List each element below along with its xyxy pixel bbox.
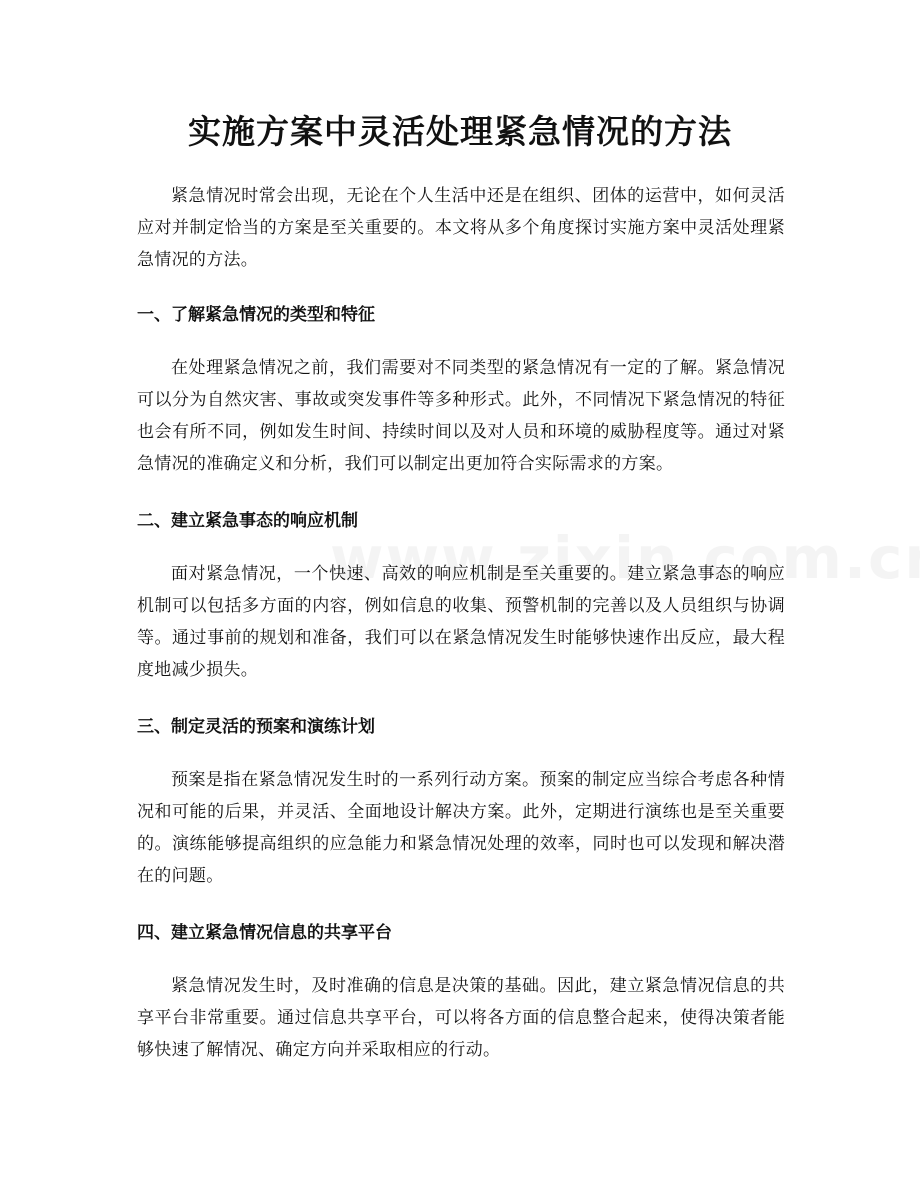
page-title: 实施方案中灵活处理紧急情况的方法 [188,112,732,151]
section-body-2: 面对紧急情况，一个快速、高效的响应机制是至关重要的。建立紧急事态的响应机制可以包括多方面的内容，例如信息的收集、预警机制的完善以及人员组织与协调等。通过事前的规划和准备，我们可以在紧急情况发生时能够快速作出反应，最大程度地减少损失。 [137,564,785,680]
section-body-3: 预案是指在紧急情况发生时的一系列行动方案。预案的制定应当综合考虑各种情况和可能的后果，并灵活、全面地设计解决方案。此外，定期进行演练也是至关重要的。演练能够提高组织的应急能力和紧急情况处理的效率，同时也可以发现和解决潜在的问题。 [137,770,785,886]
section-heading-4: 四、建立紧急情况信息的共享平台 [137,923,392,943]
document-body [137,180,785,1066]
section-heading-1: 一、了解紧急情况的类型和特征 [137,305,375,325]
section-body-1: 在处理紧急情况之前，我们需要对不同类型的紧急情况有一定的了解。紧急情况可以分为自然灾害、事故或突发事件等多种形式。此外，不同情况下紧急情况的特征也会有所不同，例如发生时间、持续时间以及对人员和环境的威胁程度等。通过对紧急情况的准确定义和分析，我们可以制定出更加符合实际需求的方案。 [137,358,785,474]
section-body-4: 紧急情况发生时，及时准确的信息是决策的基础。因此，建立紧急情况信息的共享平台非常重要。通过信息共享平台，可以将各方面的信息整合起来，使得决策者能够快速了解情况、确定方向并采取相应的行动。 [137,976,785,1060]
section-heading-2: 二、建立紧急事态的响应机制 [137,511,358,531]
section-heading-3: 三、制定灵活的预案和演练计划 [137,717,375,737]
intro-paragraph: 紧急情况时常会出现，无论在个人生活中还是在组织、团体的运营中，如何灵活应对并制定恰当的方案是至关重要的。本文将从多个角度探讨实施方案中灵活处理紧急情况的方法。 [137,186,785,270]
